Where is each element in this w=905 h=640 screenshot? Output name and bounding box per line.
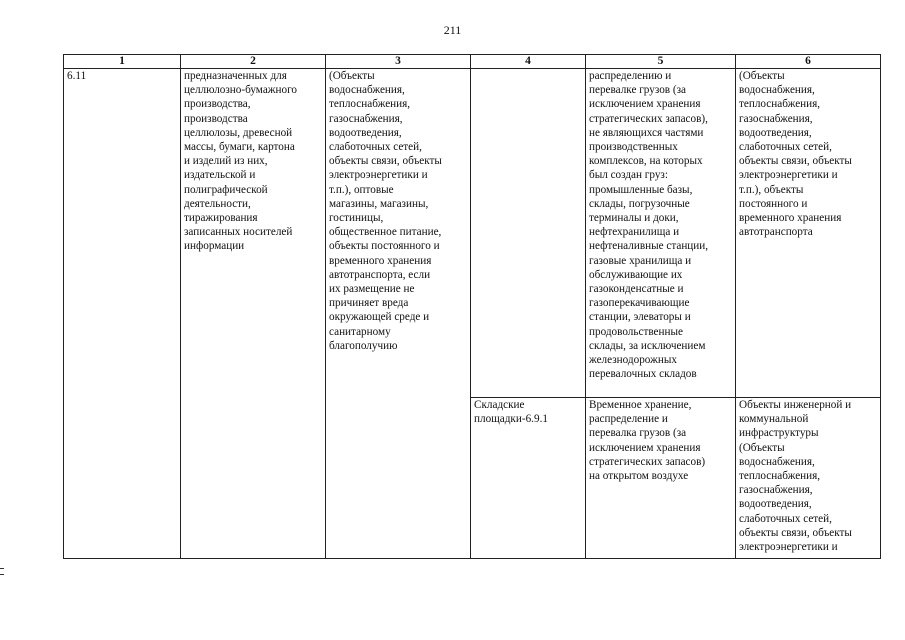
- cell-code: [64, 69, 181, 559]
- land-use-table: [63, 54, 881, 559]
- cell-description: [586, 398, 736, 559]
- cell-text: Складские площадки-6.9.1: [474, 399, 548, 426]
- cell-text: (Объекты водоснабжения, теплоснабжения, газоснабжения, водоотведения, слаботочных сетей, объекты связи, объекты электроэнергетики и т.п.), оптовые магазины, магазины, гостиницы, общественное питание, объекты постоянного и временного хранения автотранспорта, если их размещение не причиняет вреда окружающей среде и санитарному благополучию: [329, 70, 442, 352]
- cell-auxiliary-objects: [736, 398, 881, 559]
- scan-edge-mark: [0, 568, 4, 575]
- cell-text: Временное хранение, распределение и перевалка грузов (за исключением хранения стратегических запасов) на открытом воздухе: [589, 399, 706, 483]
- cell-text: 6.11: [67, 70, 87, 82]
- column-header-3: 3: [326, 55, 471, 69]
- page-number: 211: [443, 23, 462, 37]
- column-header-4: 4: [471, 55, 586, 69]
- cell-text: распределению и перевалке грузов (за исключением хранения стратегических запасов), не являющихся частями производственных комплексов, на которых был создан груз: промышленные базы, склады, погрузочные терминалы и доки, нефтехранилища и нефтеналивные станции, газовые хранилища и обслуживающие их газоконденсатные и газоперекачивающие станции, элеваторы и продовольственные склады, за исключением железнодорожных перевалочных складов: [589, 70, 709, 381]
- cell-text: предназначенных для целлюлозно-бумажного производства, производства целлюлозы, древесной массы, бумаги, картона и изделий из них, издательской и полиграфической деятельности, тиражирования записанных носителей информации: [184, 70, 297, 253]
- column-header-5: 5: [586, 55, 736, 69]
- table-header-row: [64, 55, 881, 69]
- column-header-6: 6: [736, 55, 881, 69]
- column-header-1: 1: [64, 55, 181, 69]
- cell-text: (Объекты водоснабжения, теплоснабжения, газоснабжения, водоотведения, слаботочных сетей, объекты связи, объекты электроэнергетики и т.п.), объекты постоянного и временного хранения автотранспорта: [739, 70, 852, 239]
- cell-text: Объекты инженерной и коммунальной инфраструктуры (Объекты водоснабжения, теплоснабжения, газоснабжения, водоотведения, слаботочных сетей, объекты связи, объекты электроэнергетики и: [739, 399, 852, 554]
- cell-land-use-type: [471, 69, 586, 398]
- cell-purpose: [181, 69, 326, 559]
- cell-permitted-objects: [326, 69, 471, 559]
- cell-auxiliary-objects: [736, 69, 881, 398]
- cell-land-use-type: [471, 398, 586, 559]
- table-row: [64, 69, 881, 398]
- cell-description: [586, 69, 736, 398]
- column-header-2: 2: [181, 55, 326, 69]
